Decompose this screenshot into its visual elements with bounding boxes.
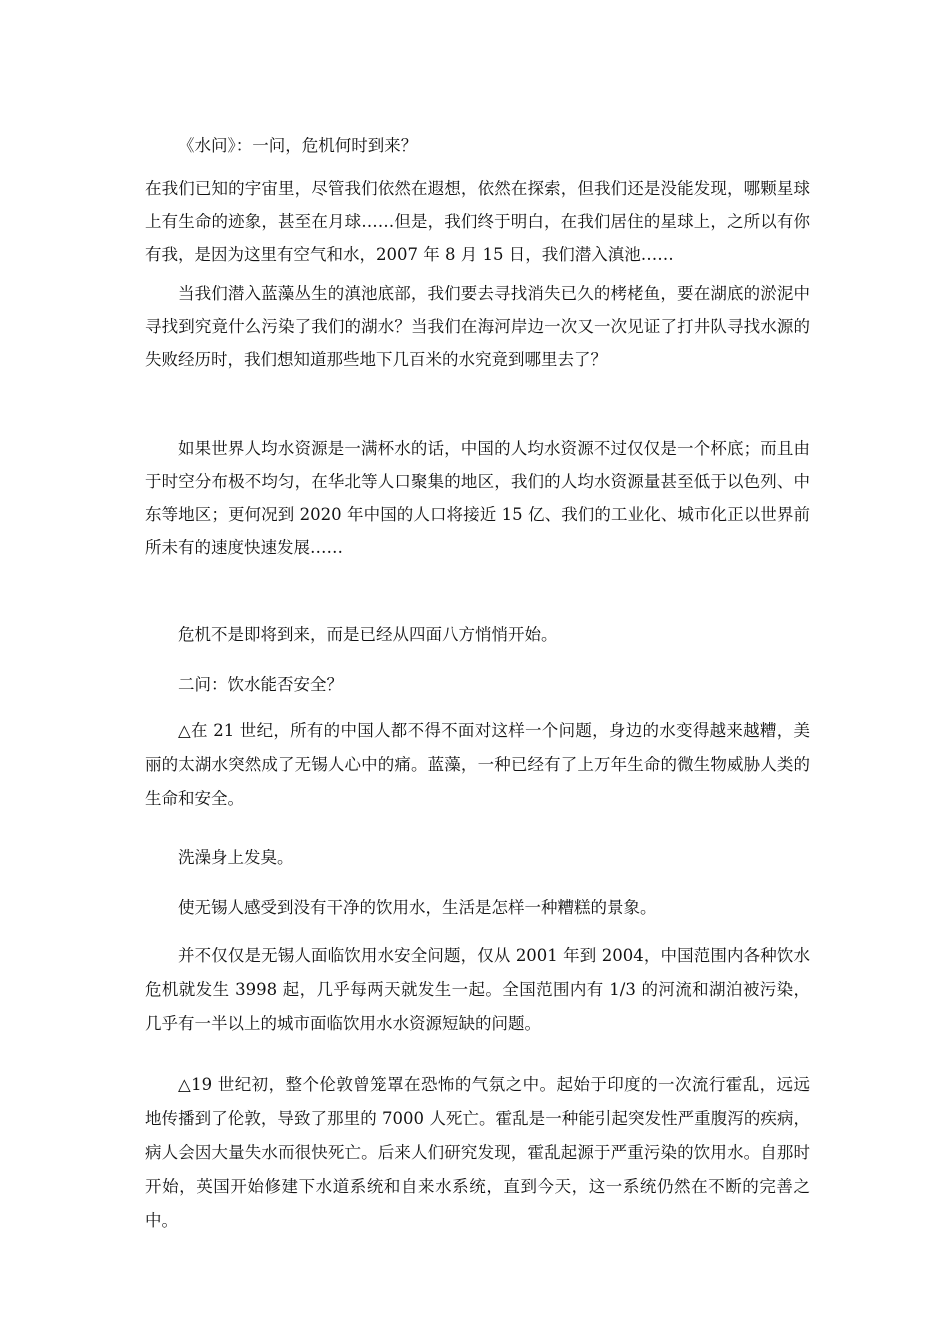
heading-question-two: 二问：饮水能否安全？ <box>178 675 343 694</box>
paragraph-wuxi: 使无锡人感受到没有干净的饮用水，生活是怎样一种糟糕的景象。 <box>178 898 657 917</box>
paragraph-crisis: 危机不是即将到来，而是已经从四面八方悄悄开始。 <box>178 625 558 644</box>
paragraph-taihu: △在 21 世纪，所有的中国人都不得不面对这样一个问题，身边的水变得越来越糟，美丽的太湖水突然成了无锡人心中的痛。蓝藻，一种已经有了上万年生命的微生物威胁人类的生命和安全。 <box>145 721 810 808</box>
paragraph-dianchi: 当我们潜入蓝藻丛生的滇池底部，我们要去寻找消失已久的栲栳鱼，要在湖底的淤泥中寻找到究竟什么污染了我们的湖水？当我们在海河岸边一次又一次见证了打井队寻找水源的失败经历时，我们想知道那些地下几百米的水究竟到哪里去了？ <box>145 284 810 369</box>
heading-question-one: 《水问》：一问，危机何时到来？ <box>178 136 418 155</box>
paragraph-london-cholera: △19 世纪初，整个伦敦曾笼罩在恐怖的气氛之中。起始于印度的一次流行霍乱，远远地传播到了伦敦，导致了那里的 7000 人死亡。霍乱是一种能引起突发性严重腹泻的疾病，病人会因大量失水而很快死亡。后来人们研究发现，霍乱起源于严重污染的饮用水。自那时开始，英国开始修建下水道系统和自来水系统，直到今天，这一系统仍然在不断的完善之中。 <box>145 1075 810 1230</box>
paragraph-drinking-water: 并不仅仅是无锡人面临饮用水安全问题，仅从 2001 年到 2004，中国范围内各种饮水危机就发生 3998 起，几乎每两天就发生一起。全国范围内有 1/3 的河流和湖泊被污染，几乎有一半以上的城市面临饮用水水资源短缺的问题。 <box>145 946 810 1033</box>
paragraph-bath: 洗澡身上发臭。 <box>178 848 294 867</box>
paragraph-universe: 在我们已知的宇宙里，尽管我们依然在遐想，依然在探索，但我们还是没能发现，哪颗星球上有生命的迹象，甚至在月球……但是，我们终于明白，在我们居住的星球上，之所以有你有我，是因为这里有空气和水，2007 年 8 月 15 日，我们潜入滇池…… <box>145 179 810 264</box>
paragraph-water-resources: 如果世界人均水资源是一满杯水的话，中国的人均水资源不过仅仅是一个杯底；而且由于时空分布极不均匀，在华北等人口聚集的地区，我们的人均水资源量甚至低于以色列、中东等地区；更何况到 2020 年中国的人口将接近 15 亿、我们的工业化、城市化正以世界前所未有的速度快速发展…… <box>145 439 810 557</box>
